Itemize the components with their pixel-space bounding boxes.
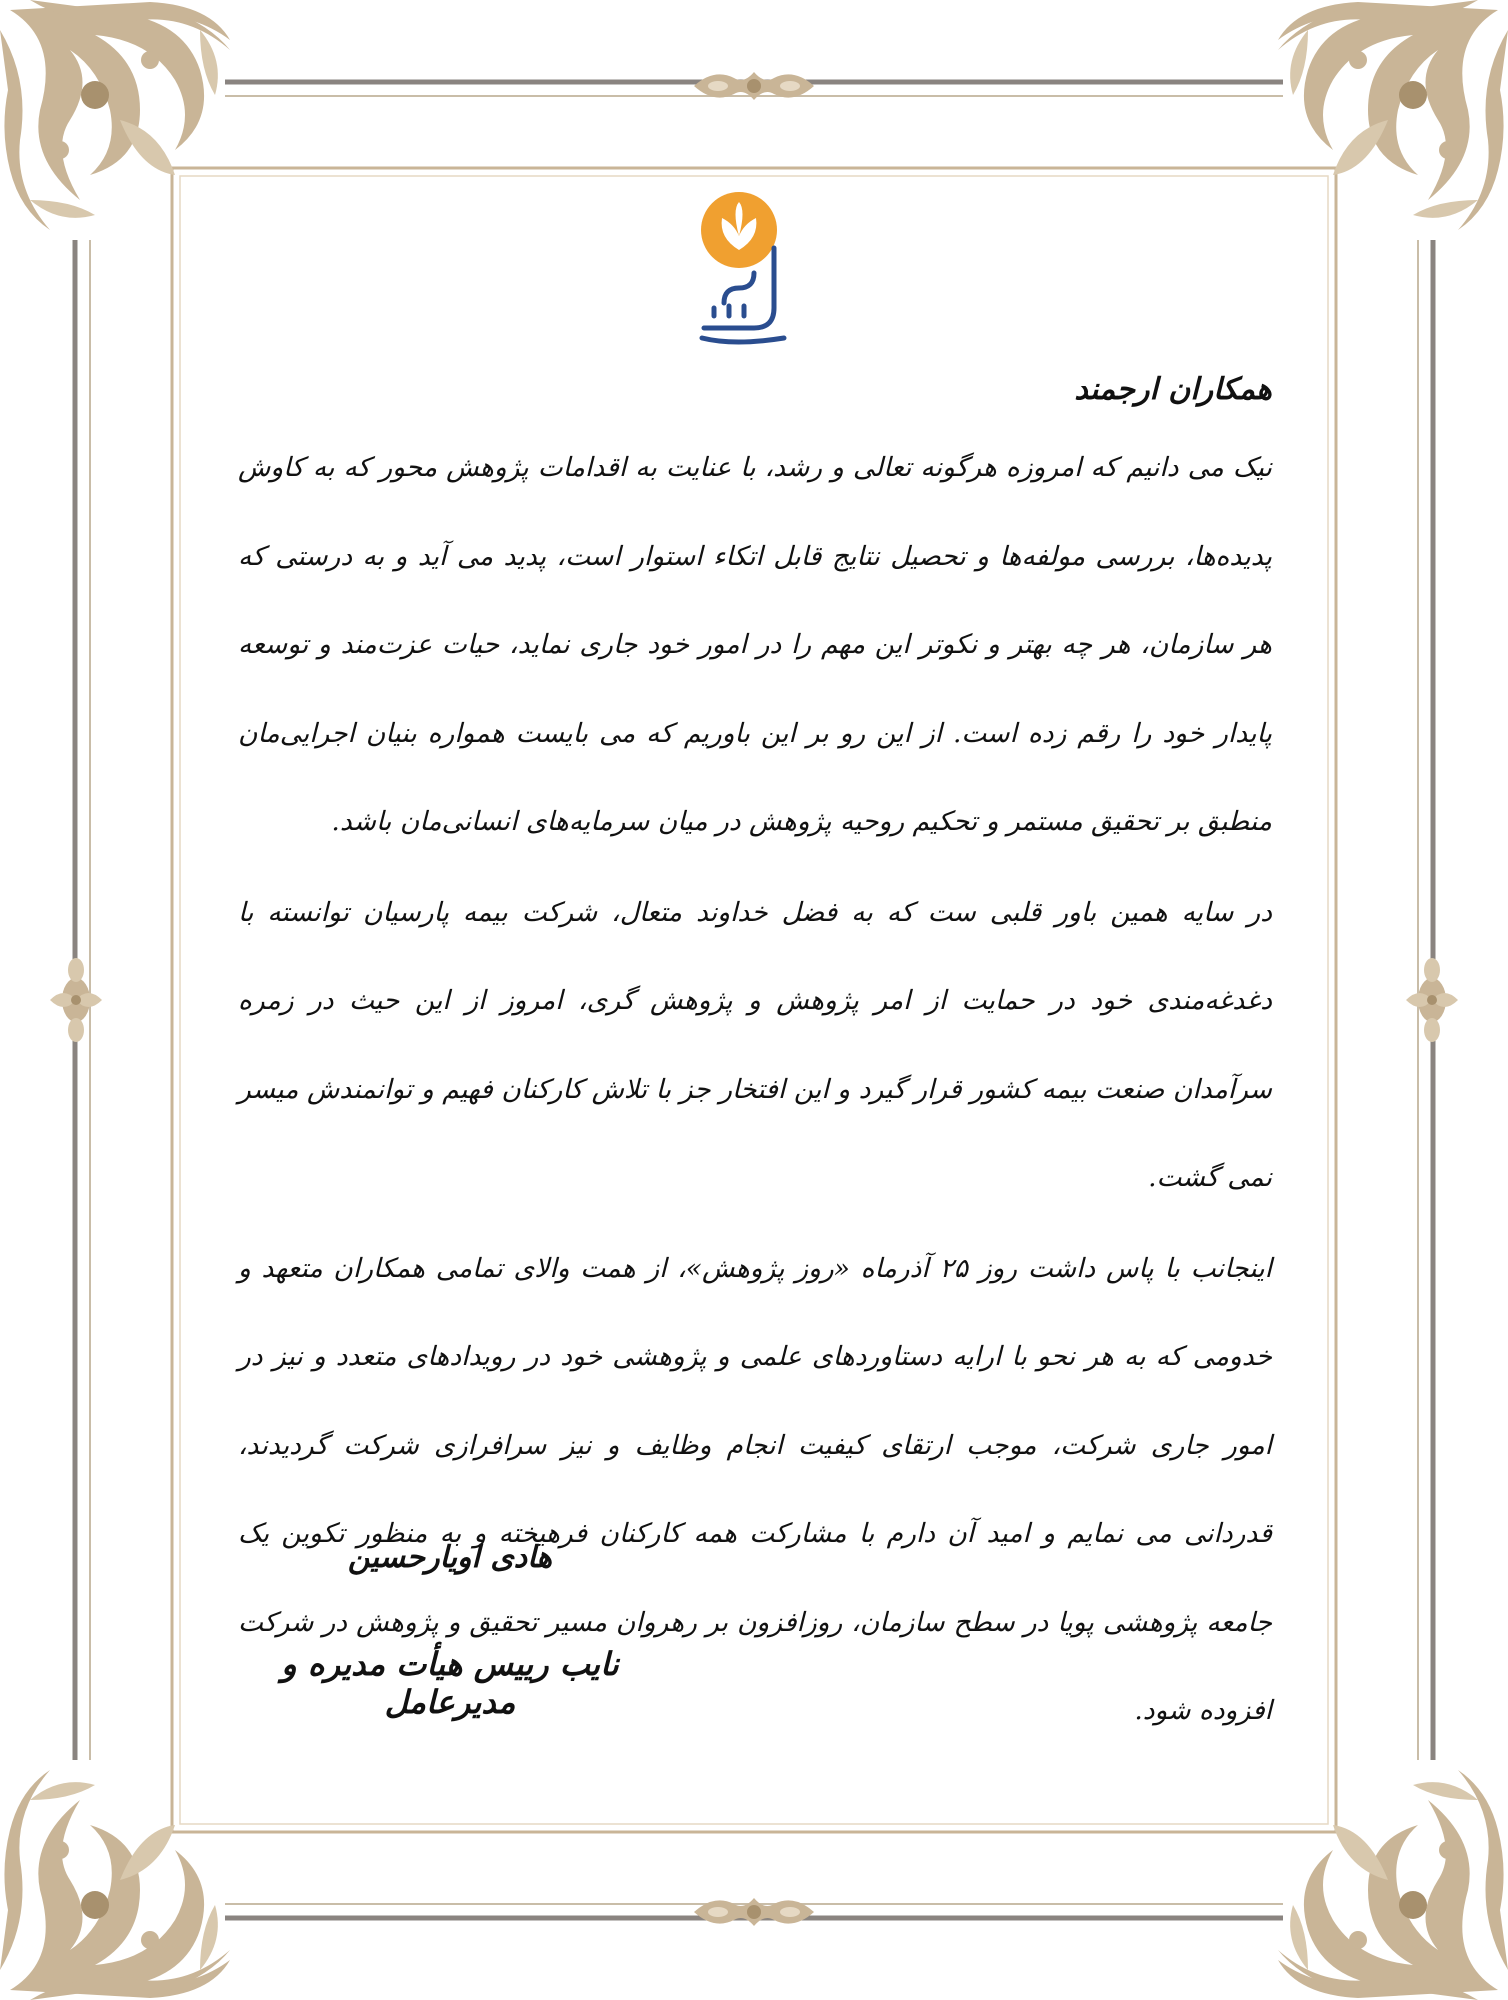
signatory-name: هادی اویارحسین: [347, 1540, 553, 1575]
company-logo: [694, 188, 814, 348]
svg-text:بیمه پارسیان: بیمه پارسیان: [754, 286, 760, 287]
paragraph-3: اینجانب با پاس داشت روز ۲۵ آذرماه «روز پژوهش»، از همت والای تمامی همکاران متعهد و خدومی که به هر نحو با ارایه دستاوردهای علمی و پژوهشی خود در رویدادهای متعدد و نیز در امور جاری شرکت، موجب ارتقای کیفیت انجام وظایف و نیز سرافرازی شرکت گردیدند، قدردانی می نمایم و امید آن دارم با مشارکت همه کارکنان فرهیخته و به منظور تکوین یک جامعه پژوهشی پویا در سطح سازمان، روزافزون بر رهروان مسیر تحقیق و پژوهش در شرکت افزوده شود.: [238, 1252, 1272, 1726]
paragraph-2: در سایه همین باور قلبی ست که به فضل خداوند متعال، شرکت بیمه پارسیان توانسته با دغدغه‌مندی خود در حمایت از امر پژوهش و پژوهش گری، امروز از این حیث در زمره سرآمدان صنعت بیمه کشور قرار گیرد و این افتخار جز با تلاش کارکنان فهیم و توانمندش میسر نمی گشت.: [238, 896, 1272, 1193]
flower-bud-icon: [701, 192, 777, 268]
signatory-title: نایب رییس هیأت مدیره و مدیرعامل: [281, 1645, 619, 1721]
paragraph-1: نیک می دانیم که امروزه هرگونه تعالی و رشد، با عنایت به اقدامات پژوهش محور که به کاوش پدیده‌ها، بررسی مولفه‌ها و تحصیل نتایج قابل اتکاء استوار است، پدید می آید و به درستی که هر سازمان، هر چه بهتر و نکوتر این مهم را در امور خود جاری نماید، حیات عزت‌مند و توسعه پایدار خود را رقم زده است. از این رو بر این باوریم که می بایست همواره بنیان اجرایی‌مان منطبق بر تحقیق مستمر و تحکیم روحیه پژوهش در میان سرمایه‌های انسانی‌مان باشد.: [238, 452, 1272, 837]
greeting: همکاران ارجمند: [1074, 372, 1272, 407]
